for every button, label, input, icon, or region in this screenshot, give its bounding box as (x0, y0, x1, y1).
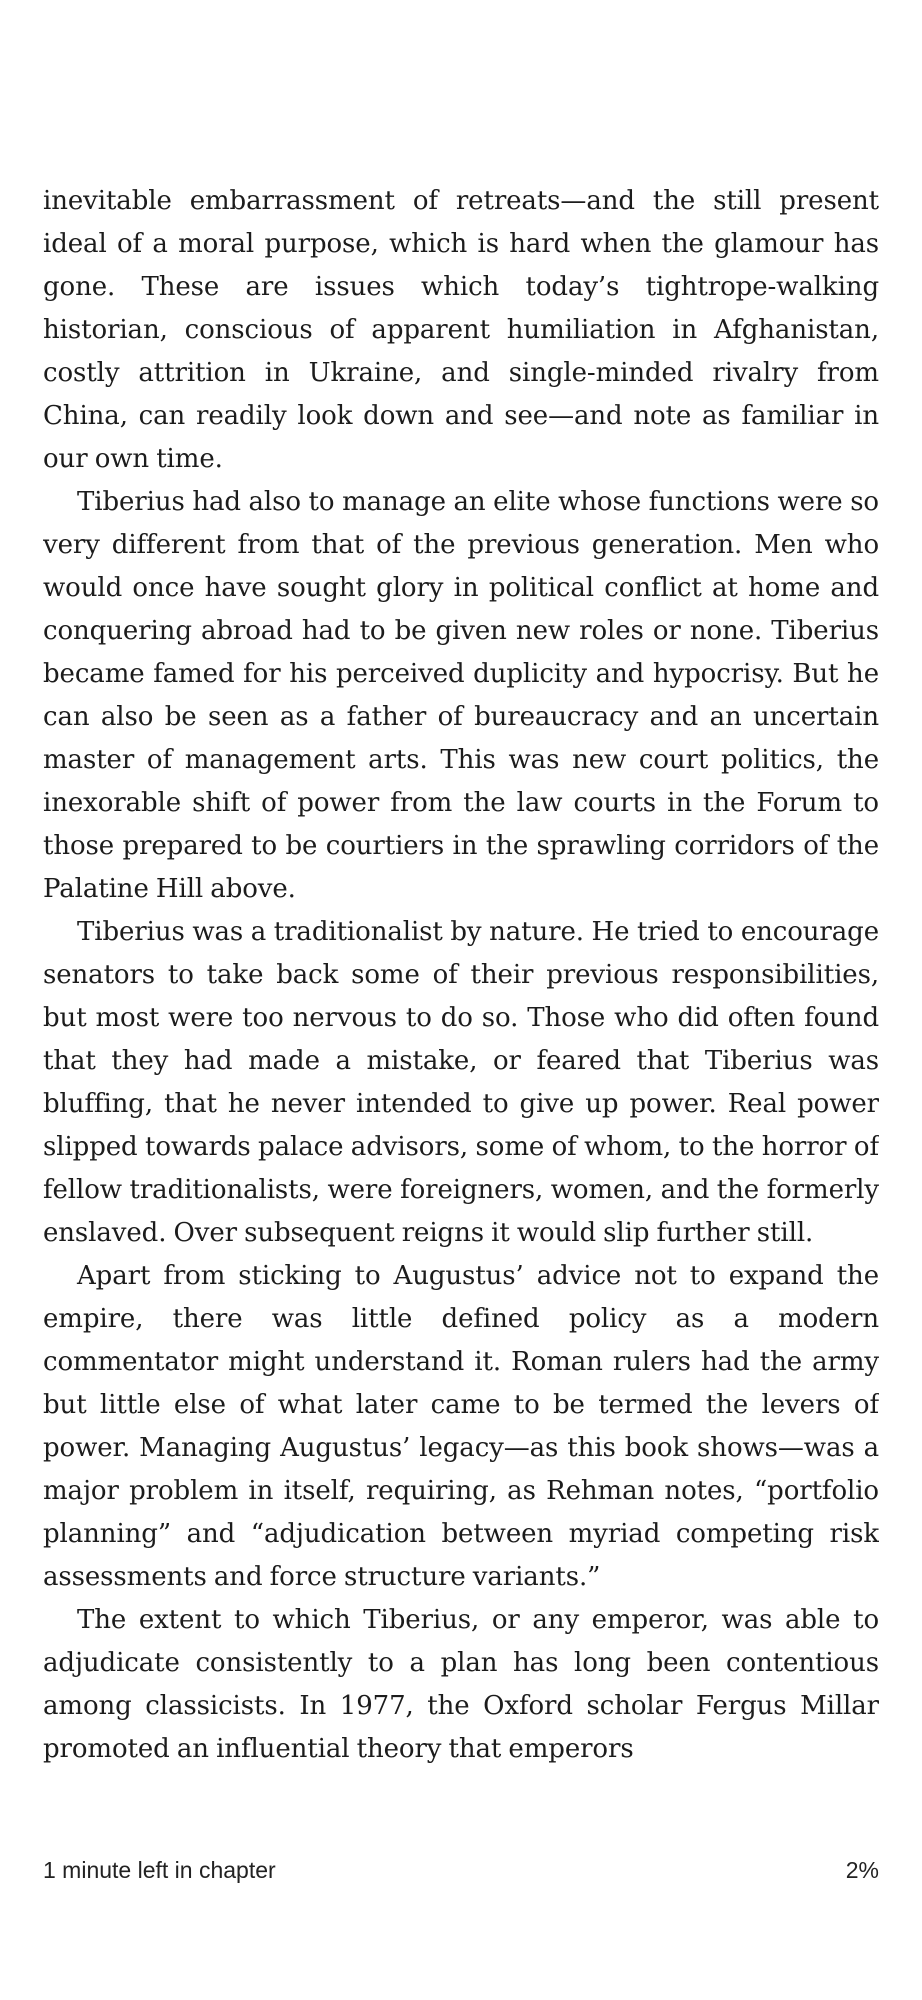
time-left-in-chapter[interactable]: 1 minute left in chapter (43, 1857, 276, 1883)
reading-area[interactable] (43, 180, 879, 1820)
paragraph: Tiberius had also to manage an elite whose functions were so very different from that of the previous generation. Men who would once have sought glory in political conflict at home and conquering abroad had to be given new roles or none. Tiberius became famed for his perceived duplicity and hypocrisy. But he can also be seen as a father of bureaucracy and an uncertain master of management arts. This was new court politics, the inexorable shift of power from the law courts in the Forum to those prepared to be courtiers in the sprawling corridors of the Palatine Hill above. (43, 487, 879, 904)
paragraph-continued: inevitable embarrassment of retreats—and the still present ideal of a moral purpose, which is hard when the glamour has gone. These are issues which today’s tightrope-walking historian, conscious of apparent humiliation in Afghanistan, costly attrition in Ukraine, and single-minded rivalry from China, can readily look down and see—and note as familiar in our own time. (43, 186, 879, 474)
paragraph: Apart from sticking to Augustus’ advice not to expand the empire, there was little defined policy as a modern commentator might understand it. Roman rulers had the army but little else of what later came to be termed the levers of power. Managing Augustus’ legacy—as this book shows—was a major problem in itself, requiring, as Rehman notes, “portfolio planning” and “adjudication between myriad competing risk assessments and force structure variants.” (43, 1261, 879, 1592)
reading-progress-percent: 2% (845, 1857, 879, 1883)
paragraph: Tiberius was a traditionalist by nature. He tried to encourage senators to take back some of their previous responsibilities, but most were too nervous to do so. Those who did often found that they had made a mistake, or feared that Tiberius was bluffing, that he never intended to give up power. Real power slipped towards palace advisors, some of whom, to the horror of fellow traditionalists, were foreigners, women, and the formerly enslaved. Over subsequent reigns it would slip further still. (43, 917, 879, 1248)
paragraph: The extent to which Tiberius, or any emperor, was able to adjudicate consistently to a plan has long been contentious among classicists. In 1977, the Oxford scholar Fergus Millar promoted an influential theory that emperors (43, 1605, 879, 1764)
